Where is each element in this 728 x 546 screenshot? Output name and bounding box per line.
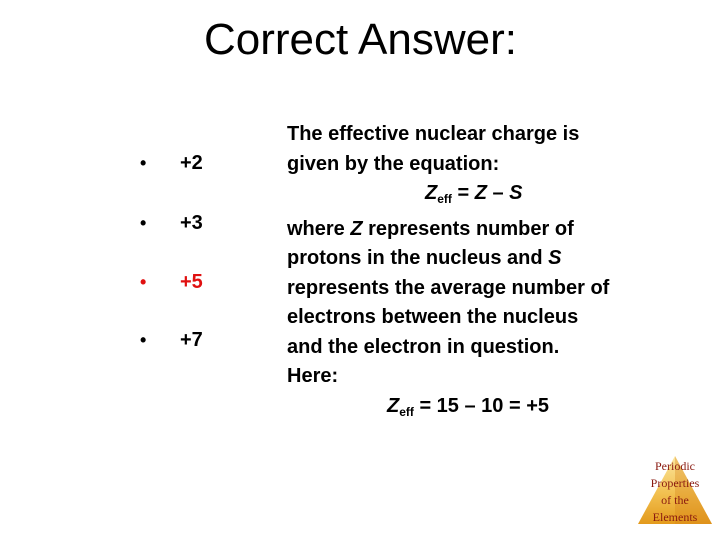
eq-z: Z xyxy=(387,394,400,417)
option-label: +5 xyxy=(180,271,203,293)
eq-s: S xyxy=(509,182,523,204)
explanation-line: given by the equation: xyxy=(287,152,500,175)
equation-result xyxy=(287,392,707,428)
bullet: • xyxy=(140,272,147,292)
logo-line: Elements xyxy=(652,510,698,524)
eq-equals: = xyxy=(451,182,475,204)
text-s: S xyxy=(548,247,562,269)
bullet: • xyxy=(140,213,147,233)
explanation-line: electrons between the nucleus xyxy=(287,306,579,328)
periodic-properties-logo xyxy=(636,452,714,526)
logo-line: Properties xyxy=(650,476,700,490)
option-item xyxy=(140,150,203,176)
explanation-line: represents the average number of xyxy=(287,276,610,299)
option-item xyxy=(140,327,203,353)
eq-sub: eff xyxy=(437,192,452,206)
text-z: Z xyxy=(350,217,363,240)
explanation-line: The effective nuclear charge is xyxy=(287,123,580,145)
option-label: +3 xyxy=(180,212,203,234)
eq-result: = 15 – 10 = +5 xyxy=(413,394,550,417)
option-label: +7 xyxy=(180,329,203,351)
text-part: protons in the nucleus and xyxy=(287,247,549,269)
option-label: +2 xyxy=(180,152,203,174)
option-item xyxy=(140,210,203,236)
explanation-line xyxy=(287,244,707,274)
bullet: • xyxy=(140,153,147,173)
eq-sub: eff xyxy=(399,404,414,419)
logo-text xyxy=(636,458,714,526)
explanation-text xyxy=(287,120,707,427)
logo-line: Periodic xyxy=(655,459,695,473)
eq-z2: Z xyxy=(474,182,487,204)
text-part: where xyxy=(287,217,351,240)
explanation-line xyxy=(287,215,707,245)
text-part: represents number of xyxy=(362,217,574,240)
eq-minus: – xyxy=(486,182,510,204)
equation-general xyxy=(287,179,707,215)
logo-line: of the xyxy=(661,493,689,507)
bullet: • xyxy=(140,330,147,350)
slide-title: Correct Answer: xyxy=(204,15,517,64)
explanation-line: Here: xyxy=(287,365,339,387)
explanation-line: and the electron in question. xyxy=(287,335,560,358)
eq-z: Z xyxy=(425,182,438,204)
option-item-correct xyxy=(140,269,203,295)
